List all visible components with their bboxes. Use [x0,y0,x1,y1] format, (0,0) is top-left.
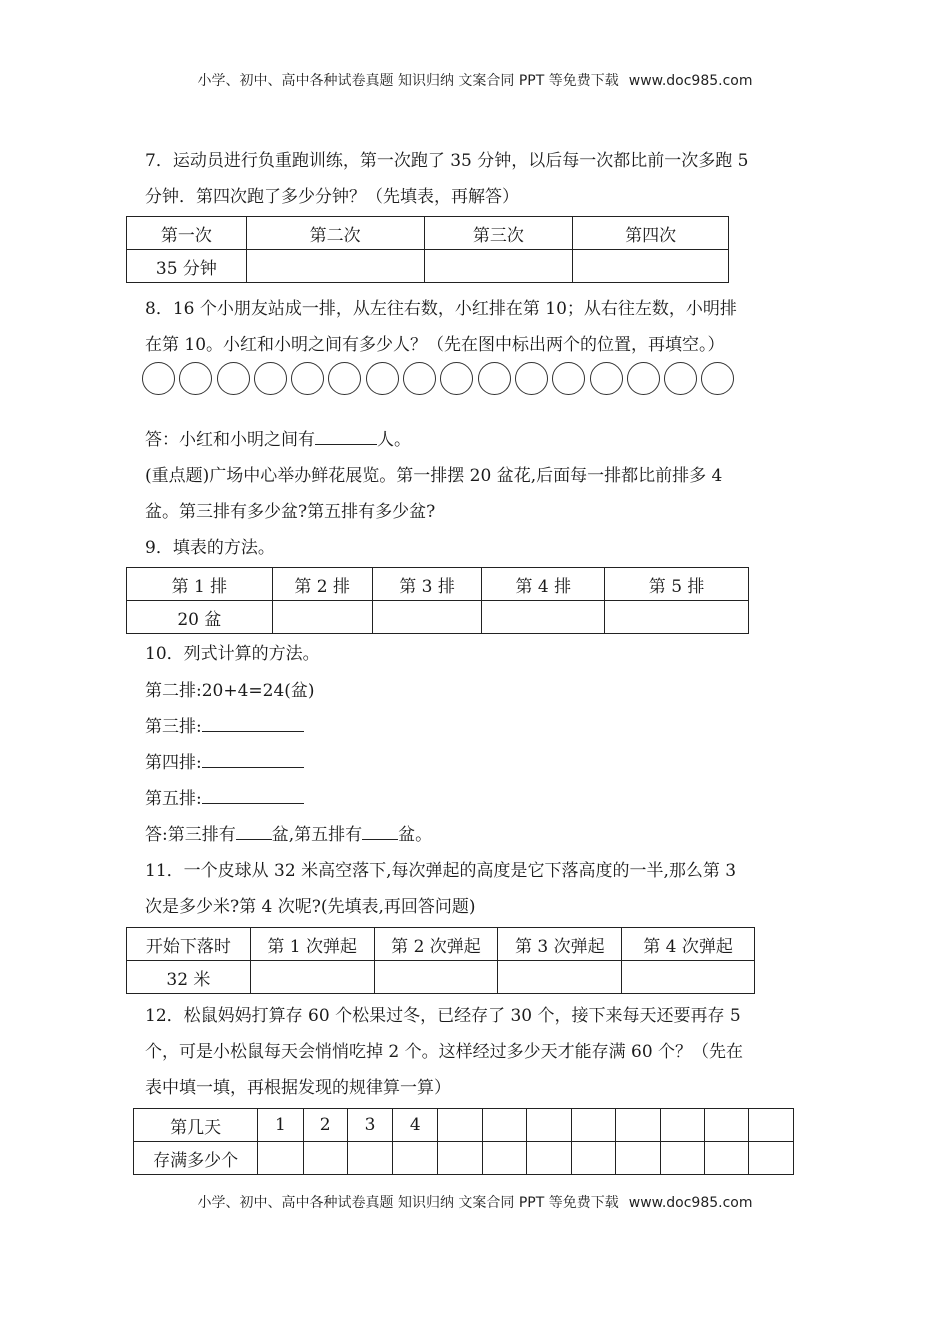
table-cell: 32 米 [127,961,251,994]
answer-cell[interactable] [258,1142,303,1175]
answer-cell[interactable] [622,961,755,994]
answer-cell[interactable] [605,601,749,634]
day-cell: 4 [393,1109,438,1142]
answer-cell[interactable] [616,1142,660,1175]
table-header-row [127,928,755,961]
day-cell: 2 [303,1109,347,1142]
day-cell[interactable] [482,1109,526,1142]
q10-row2: 第二排:20+4=24(盆) [145,681,315,701]
child-circle[interactable] [403,362,436,395]
footer-text: 小学、初中、高中各种试卷真题 知识归纳 文案合同 PPT 等免费下载 [197,1195,619,1211]
table-row [134,1142,794,1175]
q12-line2: 个，可是小松鼠每天会悄悄吃掉 2 个。这样经过多少天才能存满 60 个？（先在 [145,1042,744,1062]
day-cell: 3 [347,1109,392,1142]
child-circle[interactable] [328,362,361,395]
table-row [127,961,755,994]
table-header-cell: 第 2 排 [272,568,372,601]
q12-table [133,1108,794,1175]
table-header-cell: 第 3 次弹起 [498,928,622,961]
q10-answer-a: 答:第三排有 [145,825,236,845]
child-circle[interactable] [627,362,660,395]
header-url[interactable]: www.doc985.com [628,73,753,89]
answer-cell[interactable] [246,250,424,283]
child-circle[interactable] [440,362,473,395]
q10-row4-label: 第四排: [145,753,202,773]
day-cell: 1 [258,1109,303,1142]
q8-line2: 在第 10。小红和小明之间有多少人？（先在图中标出两个的位置，再填空。） [145,335,725,355]
table-header-cell: 第 4 次弹起 [622,928,755,961]
q9-title: 9．填表的方法。 [145,538,275,558]
table-header-cell: 第 4 排 [482,568,605,601]
day-cell[interactable] [438,1109,482,1142]
table-header-cell: 第 2 次弹起 [374,928,498,961]
row-label: 第几天 [134,1109,258,1142]
child-circle[interactable] [254,362,287,395]
q8-answer [145,425,411,450]
page-header [0,70,950,90]
answer-cell[interactable] [482,1142,526,1175]
answer-cell[interactable] [347,1142,392,1175]
table-header-cell: 第二次 [246,217,424,250]
child-circle[interactable] [701,362,734,395]
q9-table [126,567,749,634]
table-row [127,601,749,634]
q11-line2: 次是多少米?第 4 次呢?(先填表,再回答问题) [145,897,476,917]
table-header-cell: 第 1 排 [127,568,273,601]
child-circle[interactable] [142,362,175,395]
q10-answer [145,820,432,845]
q7-line1: 7．运动员进行负重跑训练，第一次跑了 35 分钟，以后每一次都比前一次多跑 5 [145,151,749,171]
answer-cell[interactable] [660,1142,704,1175]
child-circle[interactable] [366,362,399,395]
table-header-row [127,217,729,250]
answer-cell[interactable] [250,961,374,994]
day-cell[interactable] [616,1109,660,1142]
answer-cell[interactable] [374,961,498,994]
q10-row5 [145,784,304,809]
q10-row4-blank[interactable] [202,749,304,768]
answer-cell[interactable] [372,601,482,634]
answer-cell[interactable] [438,1142,482,1175]
q10-row3-blank[interactable] [202,713,304,732]
day-cell[interactable] [571,1109,615,1142]
table-header-cell: 第 1 次弹起 [250,928,374,961]
table-cell: 35 分钟 [127,250,247,283]
q8-line1: 8．16 个小朋友站成一排，从左往右数，小红排在第 10；从右往左数，小明排 [145,299,737,319]
table-row [127,250,729,283]
day-cell[interactable] [527,1109,571,1142]
page-footer [0,1192,950,1212]
answer-cell[interactable] [498,961,622,994]
child-circle[interactable] [515,362,548,395]
q10-answer-b: 盆,第五排有 [271,825,363,845]
footer-url[interactable]: www.doc985.com [628,1195,753,1211]
q8-answer-blank[interactable] [315,426,377,445]
table-cell: 20 盆 [127,601,273,634]
q12-line1: 12．松鼠妈妈打算存 60 个松果过冬，已经存了 30 个，接下来每天还要再存 5 [145,1006,741,1026]
q10-row5-blank[interactable] [202,785,304,804]
q10-row5-label: 第五排: [145,789,202,809]
answer-cell[interactable] [272,601,372,634]
answer-cell[interactable] [573,250,729,283]
child-circle[interactable] [291,362,324,395]
row-label: 存满多少个 [134,1142,258,1175]
q10-answer-c: 盆。 [398,825,433,845]
q11-table [126,927,755,994]
child-circle[interactable] [590,362,623,395]
q8-answer-prefix: 答：小红和小明之间有 [145,430,315,450]
table-header-cell: 第 5 排 [605,568,749,601]
table-header-cell: 第三次 [424,217,573,250]
q10-answer-blank-2[interactable] [362,821,398,840]
q10-row3 [145,712,304,737]
answer-cell[interactable] [424,250,573,283]
table-header-cell: 第 3 排 [372,568,482,601]
child-circle[interactable] [664,362,697,395]
table-row [134,1109,794,1142]
answer-cell[interactable] [393,1142,438,1175]
q12-line3: 表中填一填，再根据发现的规律算一算） [145,1078,451,1098]
answer-cell[interactable] [303,1142,347,1175]
header-text: 小学、初中、高中各种试卷真题 知识归纳 文案合同 PPT 等免费下载 [197,73,619,89]
q7-line2: 分钟．第四次跑了多少分钟？（先填表，再解答） [145,187,519,207]
focus-line1: (重点题)广场中心举办鲜花展览。第一排摆 20 盆花,后面每一排都比前排多 4 [145,466,723,486]
child-circle[interactable] [552,362,585,395]
answer-cell[interactable] [571,1142,615,1175]
child-circle[interactable] [478,362,511,395]
q10-row4 [145,748,304,773]
day-cell[interactable] [705,1109,749,1142]
table-header-cell: 第一次 [127,217,247,250]
day-cell[interactable] [660,1109,704,1142]
answer-cell[interactable] [482,601,605,634]
children-circles-row [142,362,739,395]
q10-title: 10．列式计算的方法。 [145,644,320,664]
answer-cell[interactable] [527,1142,571,1175]
table-header-row [127,568,749,601]
table-header-cell: 开始下落时 [127,928,251,961]
q11-line1: 11．一个皮球从 32 米高空落下,每次弹起的高度是它下落高度的一半,那么第 3 [145,861,737,881]
q10-answer-blank-1[interactable] [236,821,272,840]
answer-cell[interactable] [705,1142,749,1175]
q10-row3-label: 第三排: [145,717,202,737]
q8-answer-suffix: 人。 [377,430,411,450]
child-circle[interactable] [179,362,212,395]
q7-table [126,216,729,283]
focus-line2: 盆。第三排有多少盆?第五排有多少盆? [145,502,436,522]
table-header-cell: 第四次 [573,217,729,250]
answer-cell[interactable] [749,1142,794,1175]
day-cell[interactable] [749,1109,794,1142]
child-circle[interactable] [217,362,250,395]
